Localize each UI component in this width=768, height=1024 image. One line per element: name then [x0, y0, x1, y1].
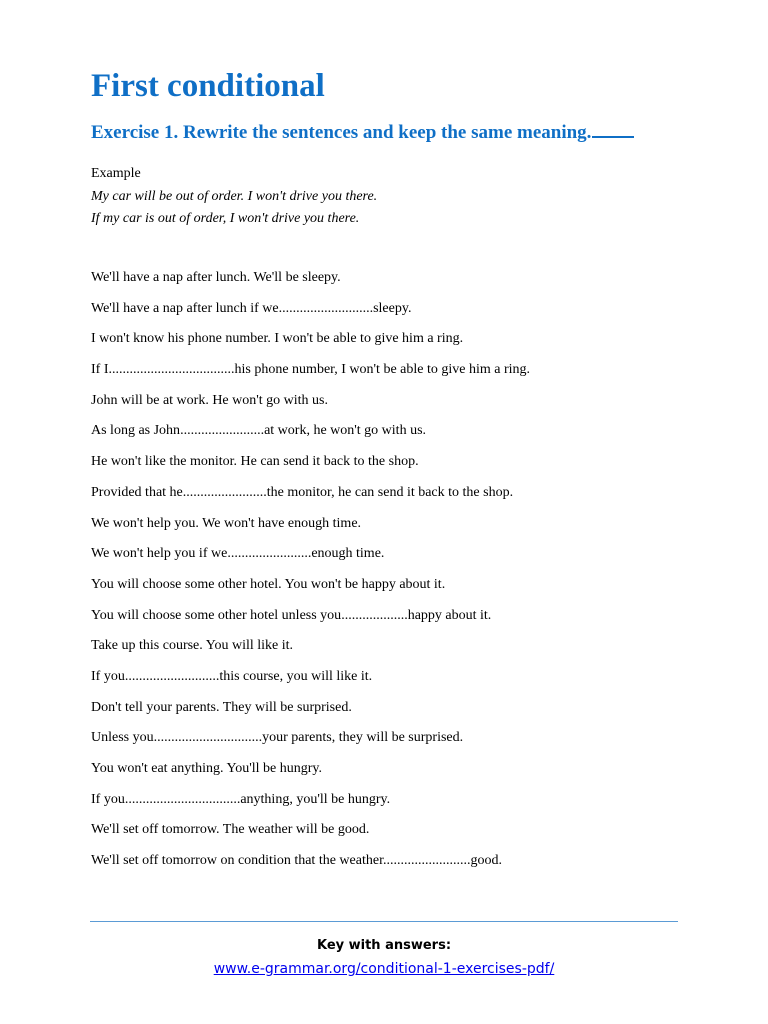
sentence-text: We'll have a nap after lunch. We'll be sleepy.	[91, 270, 341, 285]
answer-gap: ...................	[341, 607, 408, 623]
exercise-sentence	[91, 575, 530, 606]
sentence-text: If you	[91, 791, 125, 807]
sentence-text: Take up this course. You will like it.	[91, 638, 294, 654]
heading-blank-line	[592, 135, 634, 138]
exercise-sentence	[91, 636, 530, 667]
exercise-sentence	[91, 329, 530, 360]
exercise-rewrite-line	[91, 544, 530, 575]
sentence-continuation: at work, he won't go with us.	[264, 423, 427, 439]
sentence-continuation: happy about it.	[407, 607, 492, 623]
sentence-text: Provided that he	[91, 484, 183, 500]
example-answer: If my car is out of order, I won't drive you there.	[91, 211, 360, 226]
sentence-text: He won't like the monitor. He can send it back to the shop.	[91, 454, 419, 470]
sentence-text: John will be at work. He won't go with us.	[91, 392, 329, 408]
sentence-text: If you	[91, 668, 125, 684]
answers-link[interactable]: www.e-grammar.org/conditional-1-exercises-pdf/	[213, 961, 555, 977]
exercise-rewrite-line	[91, 851, 530, 882]
answer-gap: ...........................	[278, 300, 374, 316]
page-title: First conditional	[91, 68, 325, 104]
sentence-text: As long as John	[91, 423, 181, 439]
answer-gap: ...............................	[153, 730, 263, 746]
sentence-continuation: this course, you will like it.	[219, 668, 373, 684]
sentence-text: We'll set off tomorrow on condition that the weather	[91, 853, 383, 869]
exercise-sentence	[91, 452, 530, 483]
exercise-heading-text: Exercise 1. Rewrite the sentences and keep the same meaning.	[91, 122, 592, 143]
sentence-continuation: good.	[470, 853, 502, 869]
exercise-sentence	[91, 391, 530, 422]
sentence-text: I won't know his phone number. I won't be able to give him a ring.	[91, 331, 464, 347]
sentence-text: If I	[91, 362, 109, 378]
exercise-rewrite-line	[91, 790, 530, 821]
exercise-rewrite-line	[91, 421, 530, 452]
example-prompt: My car will be out of order. I won't drive you there.	[91, 188, 378, 204]
answer-gap: .........................	[382, 853, 471, 869]
sentence-continuation: his phone number, I won't be able to give him a ring.	[234, 362, 531, 378]
sentence-continuation: sleepy.	[373, 300, 412, 316]
answers-link-container	[0, 959, 768, 979]
exercise-heading	[91, 120, 634, 146]
answer-gap: .................................	[124, 791, 241, 807]
sentence-text: You won't eat anything. You'll be hungry.	[91, 761, 322, 776]
exercise-sentence	[91, 820, 530, 851]
exercise-list	[91, 268, 530, 882]
exercise-sentence	[91, 514, 530, 545]
exercise-sentence	[91, 698, 530, 729]
exercise-rewrite-line	[91, 606, 530, 637]
answer-gap: ........................	[227, 546, 312, 562]
sentence-continuation: the monitor, he can send it back to the shop.	[266, 484, 514, 500]
exercise-rewrite-line	[91, 667, 530, 698]
exercise-rewrite-line	[91, 483, 530, 514]
answer-gap: ...........................	[124, 668, 220, 684]
exercise-rewrite-line	[91, 299, 530, 330]
answer-gap: ....................................	[108, 362, 235, 378]
example-block	[91, 163, 377, 231]
sentence-text: We'll have a nap after lunch if we	[91, 300, 279, 316]
sentence-text: We won't help you if we	[91, 546, 228, 562]
answers-label: Key with answers:	[316, 938, 452, 953]
footer-divider	[90, 921, 678, 922]
example-label: Example	[91, 166, 141, 181]
answer-gap: ........................	[182, 484, 267, 500]
exercise-sentence	[91, 759, 530, 790]
sentence-text: We won't help you. We won't have enough time.	[91, 515, 362, 531]
sentence-continuation: anything, you'll be hungry.	[240, 791, 391, 807]
sentence-text: Unless you	[91, 730, 154, 746]
sentence-text: You will choose some other hotel unless you	[91, 607, 342, 623]
exercise-sentence	[91, 268, 530, 299]
sentence-text: Don't tell your parents. They will be surprised.	[91, 699, 352, 715]
answer-gap: ........................	[180, 423, 265, 439]
sentence-continuation: your parents, they will be surprised.	[262, 730, 464, 746]
exercise-rewrite-line	[91, 360, 530, 391]
sentence-continuation: enough time.	[311, 546, 385, 562]
sentence-text: We'll set off tomorrow. The weather will be good.	[91, 822, 370, 838]
exercise-rewrite-line	[91, 728, 530, 759]
sentence-text: You will choose some other hotel. You won't be happy about it.	[91, 576, 446, 592]
